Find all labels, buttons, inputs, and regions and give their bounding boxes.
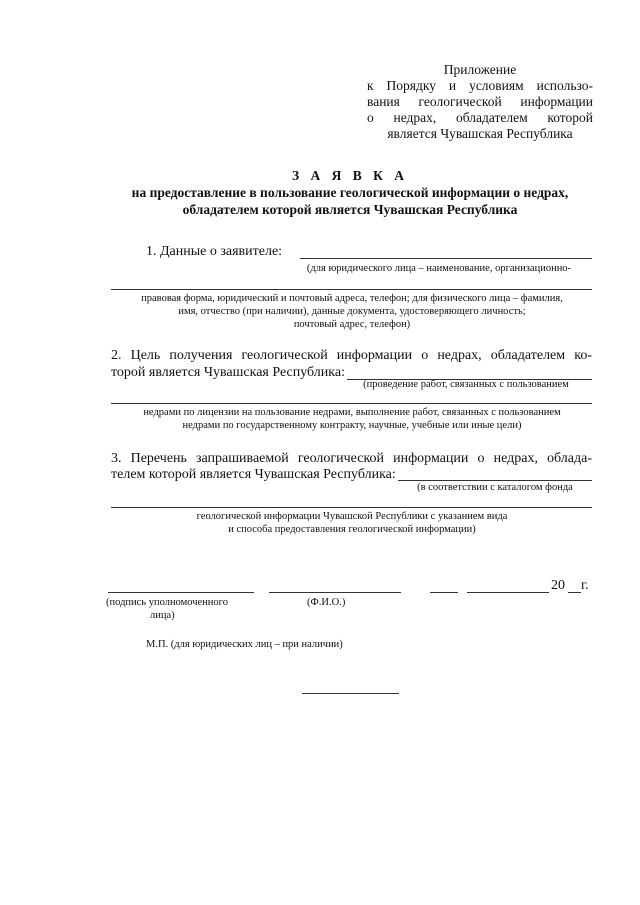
signature-hint-1: (подпись уполномоченного (106, 597, 228, 608)
section3-line-2: телем которой является Чувашская Республика: (111, 467, 396, 482)
document-heading: З А Я В К А (291, 168, 409, 183)
section2-hint-3: недрами по государственному контракту, научные, учебные или иные цели) (182, 420, 522, 431)
appendix-line-2: к Порядку и условиям использо- (367, 78, 593, 93)
date-year-suffix: г. (581, 578, 589, 593)
section3-hint-1: (в соответствии с каталогом фонда (417, 482, 573, 493)
section3-hint-2: геологической информации Чувашской Республики с указанием вида (196, 511, 508, 522)
appendix-line-4: о недрах, обладателем которой (367, 110, 593, 125)
section1-hint-3: имя, отчество (при наличии), данные документа, удостоверяющего личность; (178, 306, 526, 317)
section2-purpose-line-2 (111, 403, 592, 404)
section1-label: 1. Данные о заявителе: (146, 244, 283, 259)
appendix-block (367, 62, 593, 142)
section3-line-1: 3. Перечень запрашиваемой геологической информации о недрах, облада- (111, 451, 592, 466)
appendix-line-5: является Чувашская Республика (387, 126, 573, 141)
document-subtitle-line-2: обладателем которой является Чувашская Республика (182, 202, 518, 217)
fio-hint: (Ф.И.О.) (307, 597, 346, 608)
document-subtitle-line-1: на предоставление в пользование геологической информации о недрах, (131, 185, 569, 200)
appendix-title: Приложение (443, 62, 517, 77)
section2-line-2: торой является Чувашская Республика: (111, 365, 345, 380)
section3-hint-3: и способа предоставления геологической информации) (228, 524, 476, 535)
signature-hint-2: лица) (150, 610, 175, 621)
date-month-line (467, 592, 549, 593)
date-year-prefix: 20 (551, 578, 565, 593)
section2-hint-2: недрами по лицензии на пользование недрами, выполнение работ, связанных с пользованием (143, 407, 561, 418)
date-year-line (568, 592, 581, 593)
section1-hint-4: почтовый адрес, телефон) (293, 319, 411, 330)
closing-divider (302, 693, 399, 694)
fio-line (269, 592, 401, 593)
section3-list-line-2 (111, 507, 592, 508)
signature-line (108, 592, 254, 593)
section1-hint-1: (для юридического лица – наименование, организационно- (306, 263, 572, 274)
section1-applicant-line-2 (111, 289, 592, 290)
stamp-note: М.П. (для юридических лиц – при наличии) (146, 639, 343, 650)
section1-applicant-line-1 (300, 258, 592, 259)
section2-hint-1: (проведение работ, связанных с пользованием (363, 379, 569, 390)
section1-hint-2: правовая форма, юридический и почтовый адреса, телефон; для физического лица – фамилия, (141, 293, 563, 304)
appendix-line-3: вания геологической информации (367, 94, 593, 109)
date-day-line (430, 592, 458, 593)
section2-line-1: 2. Цель получения геологической информации о недрах, обладателем ко- (111, 348, 592, 363)
